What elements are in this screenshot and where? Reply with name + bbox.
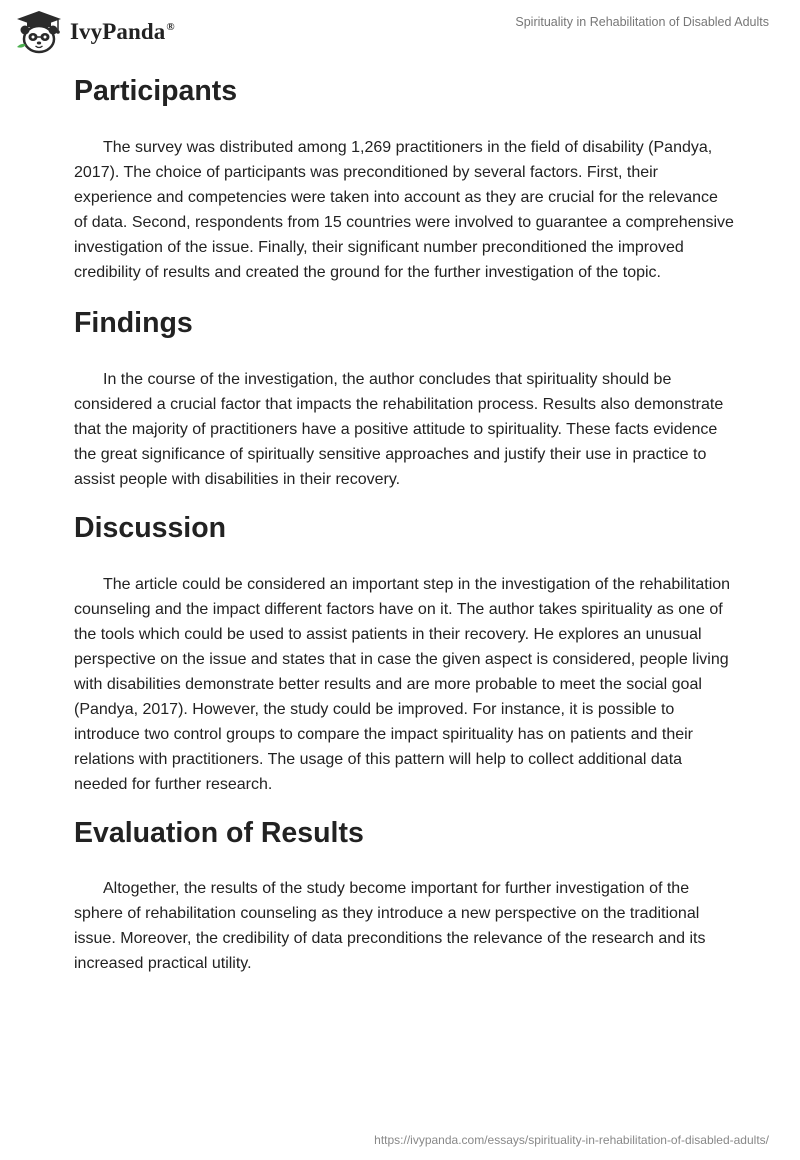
section-paragraph: In the course of the investigation, the author concludes that spirituality should be considered a crucial factor that impacts the rehabilitation process. Results also demonstrate that the majority of practitioners have a positive attitude to spirituality. These facts evidence the great significance of spiritually sensitive approaches and justify their use in practice to assist people with disabilities in their recovery. <box>74 371 724 488</box>
section-participants <box>74 72 734 285</box>
section-heading: Evaluation of Results <box>74 817 364 849</box>
source-url-link[interactable]: https://ivypanda.com/essays/spirituality-in-rehabilitation-of-disabled-adults/ <box>374 1133 769 1147</box>
section-evaluation-of-results <box>74 814 734 976</box>
essay-content <box>74 72 734 976</box>
page-header <box>0 0 800 62</box>
section-paragraph: The article could be considered an important step in the investigation of the rehabilitation counseling and the impact different factors have on it. The author takes spirituality as one of the tools which could be used to assist patients in their recovery. He explores an unusual perspective on the issue and states that in case the given aspect is considered, people living with disabilities demonstrate better results and are more probable to meet the social goal (Pandya, 2017). However, the study could be improved. For instance, it is possible to introduce two control groups to compare the impact spirituality has on patients and their relations with practitioners. The usage of this pattern will help to collect additional data needed for further research. <box>74 576 731 793</box>
section-paragraph: Altogether, the results of the study become important for further investigation of the sphere of rehabilitation counseling as they introduce a new perspective on the traditional issue. Moreover, the credibility of data preconditions the relevance of the research and its increased practical utility. <box>74 880 706 972</box>
section-heading: Discussion <box>74 512 227 544</box>
brand-logo[interactable] <box>14 8 175 56</box>
registered-mark: ® <box>166 21 175 34</box>
document-title: Spirituality in Rehabilitation of Disabled Adults <box>515 15 769 29</box>
section-discussion <box>74 509 734 797</box>
section-findings <box>74 304 734 492</box>
brand-name: IvyPanda® <box>70 19 175 44</box>
section-paragraph: The survey was distributed among 1,269 practitioners in the field of disability (Pandya, 2017). The choice of participants was preconditioned by several factors. First, their experience and competencies were taken into account as they are crucial for the relevance of data. Second, respondents from 15 countries were involved to guarantee a comprehensive investigation of the issue. Finally, their significant number preconditioned the improved credibility of results and created the ground for the further investigation of the topic. <box>74 139 734 281</box>
section-heading: Participants <box>74 75 238 107</box>
panda-graduate-icon <box>14 9 64 55</box>
section-heading: Findings <box>74 307 193 339</box>
